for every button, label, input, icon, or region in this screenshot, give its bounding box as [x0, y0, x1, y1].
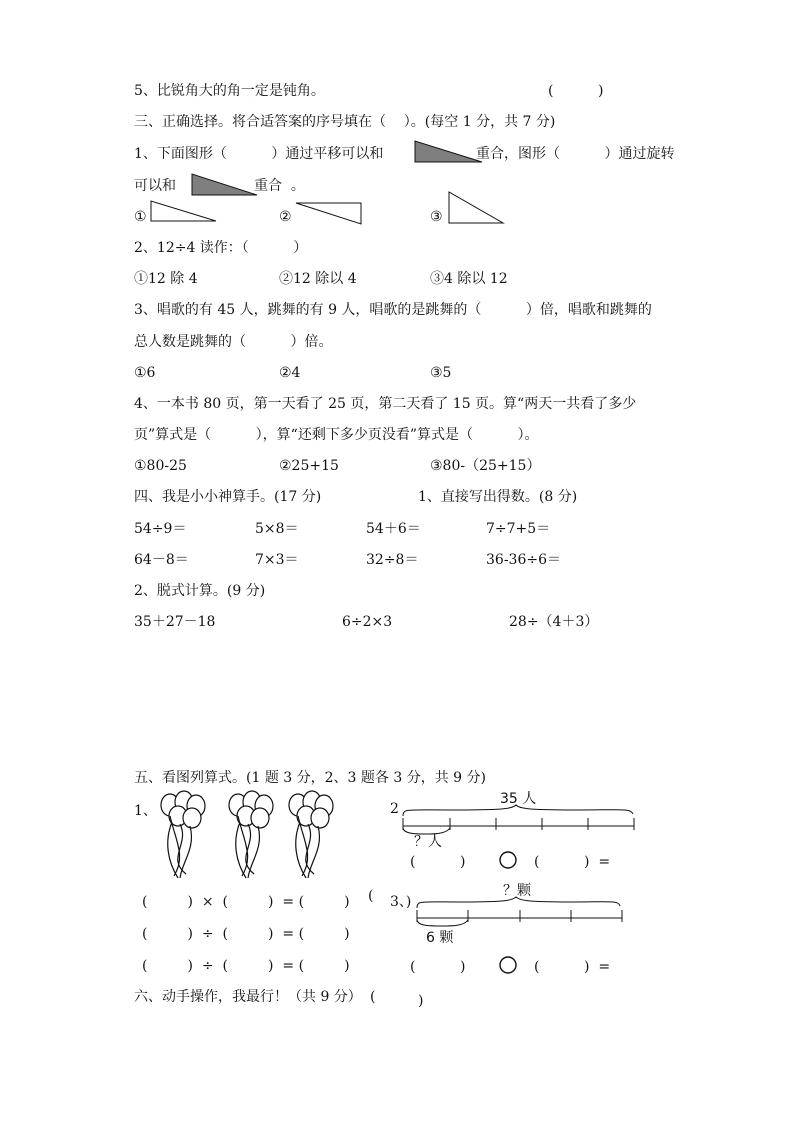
gray-triangle-reference-2 [191, 173, 259, 197]
s5q3-part-label: 6 颗 [426, 930, 454, 946]
section3-title: 三、正确选择。将合适答案的序号填在（ ）。(每空 1 分，共 7 分) [134, 114, 556, 130]
s3q1-line2a: 可以和 [134, 178, 176, 194]
stray-paren: ( [368, 888, 374, 904]
s3q1-line1a: 1、下面图形（ ）通过平移可以和 [134, 146, 384, 162]
s3q3-option2: ②4 [279, 365, 301, 381]
s3q3-line2: 总人数是跳舞的（ ）倍。 [134, 334, 333, 350]
s3q3-option1: ①6 [134, 365, 156, 381]
q5-statement: 5、比锐角大的角一定是钝角。 [134, 83, 325, 99]
s5q2-eq-left[interactable]: ( ) [410, 854, 466, 870]
operator-circle-icon[interactable] [499, 956, 519, 976]
s3q4-option2: ②25+15 [279, 458, 339, 474]
oral-item: 64－8＝ [134, 552, 189, 568]
s3q2-stem: 2、12÷4 读作：（ ） [134, 240, 308, 256]
triangle-option-2 [295, 202, 365, 226]
s3q4-line1: 4、一本书 80 页，第一天看了 25 页，第二天看了 15 页。算“两天一共看了多少 [134, 396, 637, 412]
s5q2-label: 2 [390, 801, 399, 817]
s3q3-option3: ③5 [430, 365, 452, 381]
balloon-group-icon [156, 792, 212, 882]
stray-paren: ) [418, 993, 424, 1009]
s3q4-option1: ①80-25 [134, 458, 187, 474]
s3q1-option2-label: ② [279, 209, 292, 225]
s5q2-eq-right[interactable]: ( ) = [534, 854, 611, 870]
gray-triangle-reference-1 [414, 140, 484, 164]
s5q2-part-label: ？人 [414, 834, 442, 850]
oral-item: 5×8＝ [255, 521, 299, 537]
s3q1-line1b: 重合，图形（ ）通过旋转 [476, 146, 675, 162]
oral-item: 54＋6＝ [366, 521, 421, 537]
s3q2-option1: ①12 除 4 [134, 271, 198, 287]
s5q1-eq-row[interactable]: ( ) × ( ) = ( ) [142, 894, 350, 910]
s5q3-label: 3、) [390, 894, 412, 910]
step-calc-item: 28÷（4＋3） [509, 614, 599, 630]
section5-title: 五、看图列算式。(1 题 3 分，2、3 题各 3 分，共 9 分) [134, 770, 486, 786]
q5-answer-blank[interactable]: ( ) [548, 83, 604, 99]
stray-paren: ( [370, 989, 376, 1005]
balloon-group-icon [224, 792, 280, 882]
s3q2-option3: ③4 除以 12 [430, 271, 508, 287]
section4-sub1: 1、直接写出得数。(8 分) [418, 489, 578, 505]
step-calc-item: 35＋27－18 [134, 614, 216, 630]
s5q1-eq-row[interactable]: ( ) ÷ ( ) = ( ) [142, 926, 350, 942]
oral-item: 7÷7+5＝ [486, 521, 551, 537]
s5q2-total-label: 35 人 [500, 791, 537, 807]
triangle-option-3 [448, 191, 508, 225]
triangle-option-1 [150, 200, 220, 224]
s3q4-option3: ③80-（25+15） [430, 458, 541, 474]
s5q1-eq-row[interactable]: ( ) ÷ ( ) = ( ) [142, 958, 350, 974]
s3q1-option1-label: ① [134, 209, 147, 225]
s3q1-line2b: 重合 。 [254, 178, 305, 194]
step-calc-item: 6÷2×3 [342, 614, 393, 630]
s3q4-line2: 页”算式是（ ），算“还剩下多少页没看”算式是（ ）。 [134, 427, 539, 443]
s5q3-eq-left[interactable]: ( ) [410, 959, 466, 975]
operator-circle-icon[interactable] [499, 851, 519, 871]
section6-title: 六、动手操作，我最行！（共 9 分） [134, 989, 362, 1005]
s3q2-option2: ②12 除以 4 [279, 271, 357, 287]
oral-item: 7×3＝ [255, 552, 299, 568]
s5q3-total-label: ？颗 [503, 883, 531, 899]
section4-sub2: 2、脱式计算。(9 分) [134, 583, 266, 599]
s5q1-label: 1、 [134, 803, 157, 819]
balloon-group-icon [284, 792, 340, 882]
oral-item: 32÷8＝ [366, 552, 419, 568]
s3q3-line1: 3、唱歌的有 45 人，跳舞的有 9 人，唱歌的是跳舞的（ ）倍，唱歌和跳舞的 [134, 302, 652, 318]
section4-title: 四、我是小小神算手。(17 分) [134, 489, 322, 505]
s5q3-eq-right[interactable]: ( ) = [534, 959, 611, 975]
oral-item: 36-36÷6＝ [486, 552, 561, 568]
s3q1-option3-label: ③ [430, 209, 443, 225]
oral-item: 54÷9＝ [134, 521, 187, 537]
